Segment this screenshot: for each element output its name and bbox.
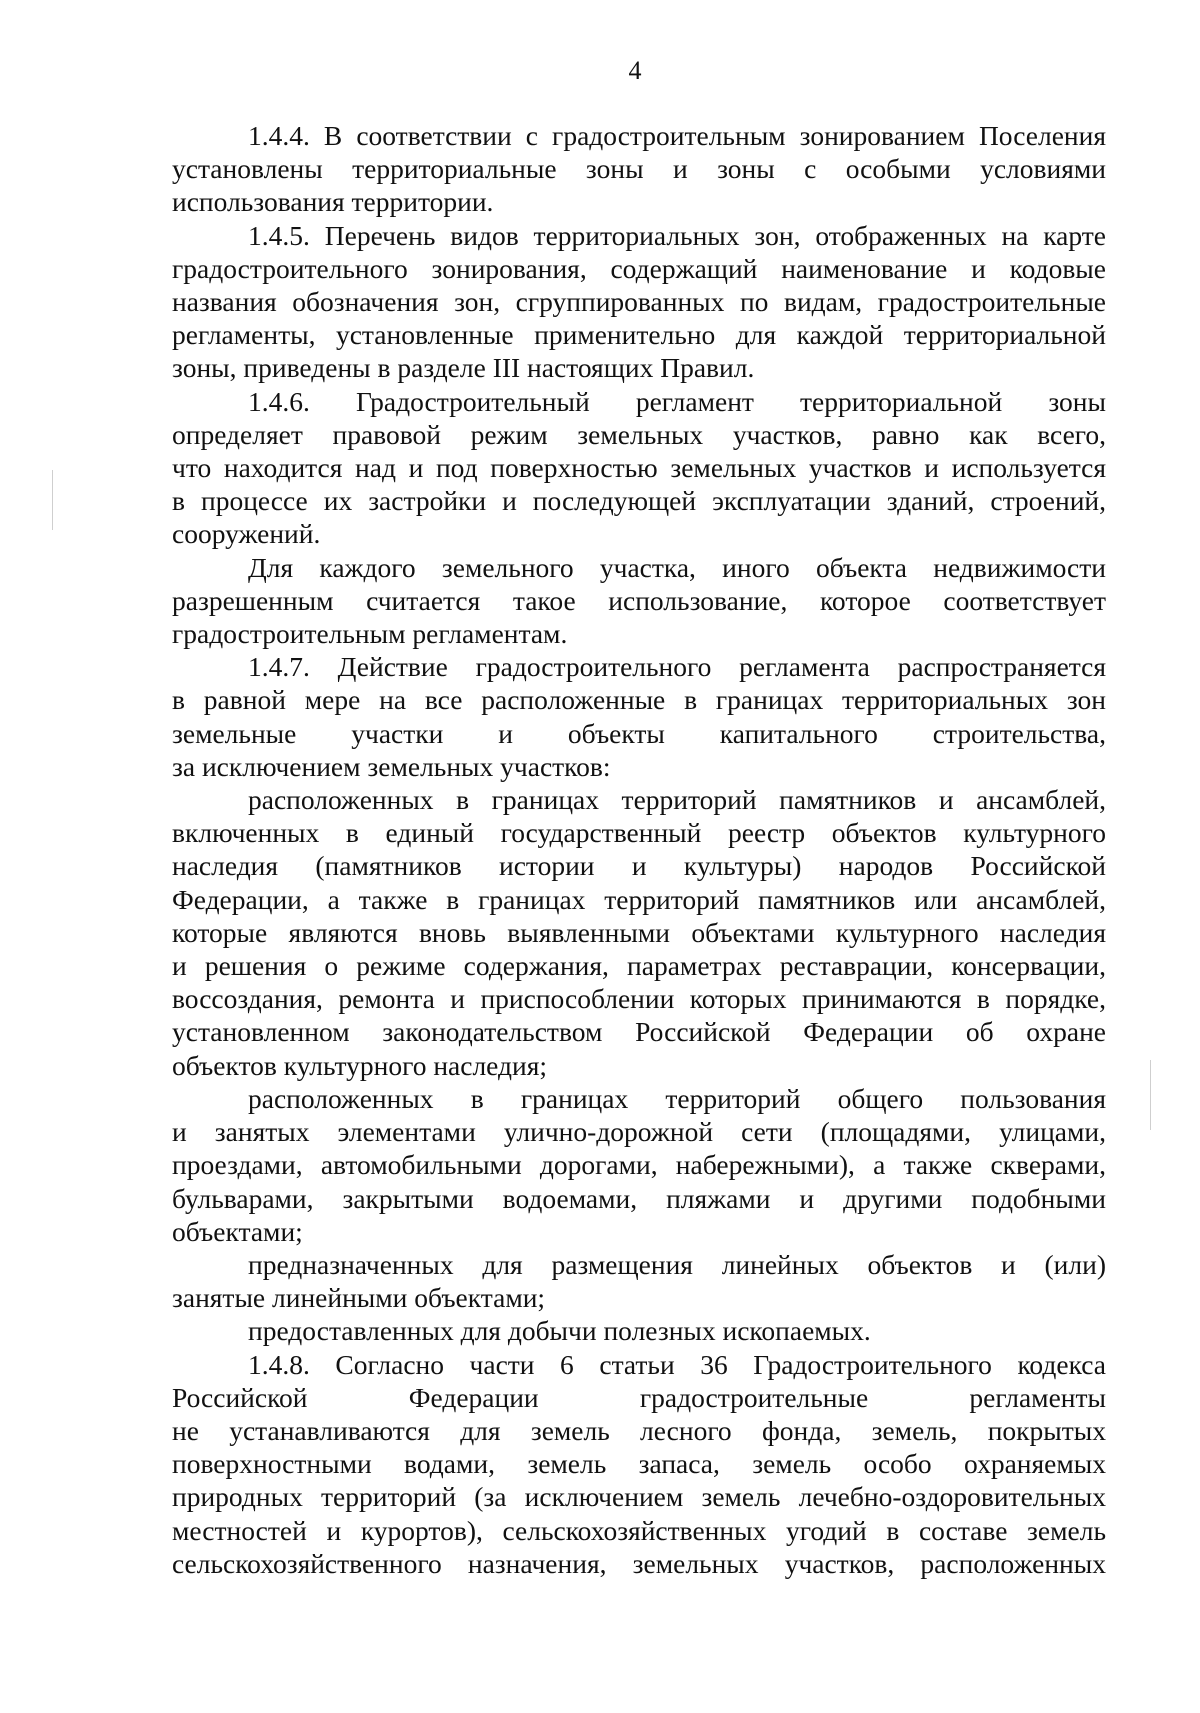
text-line: названия обозначения зон, сгруппированных по видам, градостроительные [172, 286, 1106, 318]
text-line: природных территорий (за исключением земель лечебно-оздоровительных [172, 1481, 1106, 1513]
text-line: использования территории. [172, 186, 494, 218]
text-line: разрешенным считается такое использование, которое соответствует [172, 584, 1106, 616]
text-line: предоставленных для добычи полезных ископаемых. [248, 1315, 871, 1347]
text-line: 1.4.8. Согласно части 6 статьи 36 Градостроительного кодекса [248, 1348, 1106, 1380]
paragraph-1-4-8 [172, 1348, 1106, 1580]
paragraph-1-4-6 [172, 385, 1106, 551]
text-line: объектов культурного наследия; [172, 1049, 548, 1081]
text-line: предназначенных для размещения линейных объектов и (или) [248, 1248, 1106, 1280]
text-line: установленном законодательством Российской Федерации об охране [172, 1016, 1106, 1048]
text-line: определяет правовой режим земельных участков, равно как всего, [172, 418, 1106, 450]
paragraph-exception-public [172, 1082, 1106, 1248]
text-line: Для каждого земельного участка, иного объекта недвижимости [248, 551, 1106, 583]
text-line: установлены территориальные зоны и зоны с особыми условиями [172, 153, 1106, 185]
paragraph-permitted-use [172, 551, 1106, 651]
text-line: расположенных в границах территорий памятников и ансамблей, [248, 784, 1106, 816]
scan-margin-mark [1150, 1060, 1151, 1130]
text-line: 1.4.5. Перечень видов территориальных зон, отображенных на карте [248, 219, 1106, 251]
text-line: в равной мере на все расположенные в границах территориальных зон [172, 684, 1106, 716]
text-line: поверхностными водами, земель запаса, земель особо охраняемых [172, 1448, 1106, 1480]
text-line: градостроительного зонирования, содержащий наименование и кодовые [172, 252, 1106, 284]
text-line: бульварами, закрытыми водоемами, пляжами и другими подобными [172, 1182, 1106, 1214]
text-line: не устанавливаются для земель лесного фонда, земель, покрытых [172, 1414, 1106, 1446]
text-line: зоны, приведены в разделе III настоящих Правил. [172, 352, 755, 384]
text-line: Российской Федерации градостроительные регламенты [172, 1381, 1106, 1413]
paragraph-1-4-4 [172, 119, 1106, 219]
paragraph-exception-linear [172, 1248, 1106, 1314]
text-line: сооружений. [172, 518, 321, 550]
text-line: за исключением земельных участков: [172, 750, 611, 782]
text-line: регламенты, установленные применительно для каждой территориальной [172, 319, 1106, 351]
text-line: объектами; [172, 1215, 303, 1247]
text-line: включенных в единый государственный реестр объектов культурного [172, 817, 1106, 849]
text-line: градостроительным регламентам. [172, 618, 568, 650]
paragraph-1-4-5 [172, 219, 1106, 385]
text-line: что находится над и под поверхностью земельных участков и используется [172, 452, 1106, 484]
page-number: 4 [628, 56, 642, 85]
text-line: в процессе их застройки и последующей эксплуатации зданий, строений, [172, 485, 1106, 517]
text-line: и решения о режиме содержания, параметрах реставрации, консервации, [172, 950, 1106, 982]
text-line: и занятых элементами улично-дорожной сети (площадями, улицами, [172, 1116, 1106, 1148]
text-line: местностей и курортов), сельскохозяйственных угодий в составе земель [172, 1514, 1106, 1546]
paragraph-1-4-7 [172, 650, 1106, 783]
paragraph-exception-heritage [172, 783, 1106, 1082]
text-line: сельскохозяйственного назначения, земельных участков, расположенных [172, 1547, 1106, 1579]
text-line: Федерации, а также в границах территорий памятников или ансамблей, [172, 883, 1106, 915]
text-line: земельные участки и объекты капитального строительства, [172, 717, 1106, 749]
text-line: которые являются вновь выявленными объектами культурного наследия [172, 916, 1106, 948]
text-line: проездами, автомобильными дорогами, набережными), а также скверами, [172, 1149, 1106, 1181]
text-line: 1.4.7. Действие градостроительного регламента распространяется [248, 651, 1106, 683]
text-line: расположенных в границах территорий общего пользования [248, 1082, 1106, 1114]
paragraph-exception-mining [172, 1314, 1106, 1347]
text-line: 1.4.6. Градостроительный регламент территориальной зоны [248, 385, 1106, 417]
text-line: 1.4.4. В соответствии с градостроительным зонированием Поселения [248, 120, 1106, 151]
text-line: занятые линейными объектами; [172, 1282, 546, 1314]
text-line: наследия (памятников истории и культуры) народов Российской [172, 850, 1106, 882]
document-body [172, 119, 1106, 1580]
scan-margin-mark [52, 470, 53, 530]
text-line: воссоздания, ремонта и приспособлении которых принимаются в порядке, [172, 983, 1106, 1015]
